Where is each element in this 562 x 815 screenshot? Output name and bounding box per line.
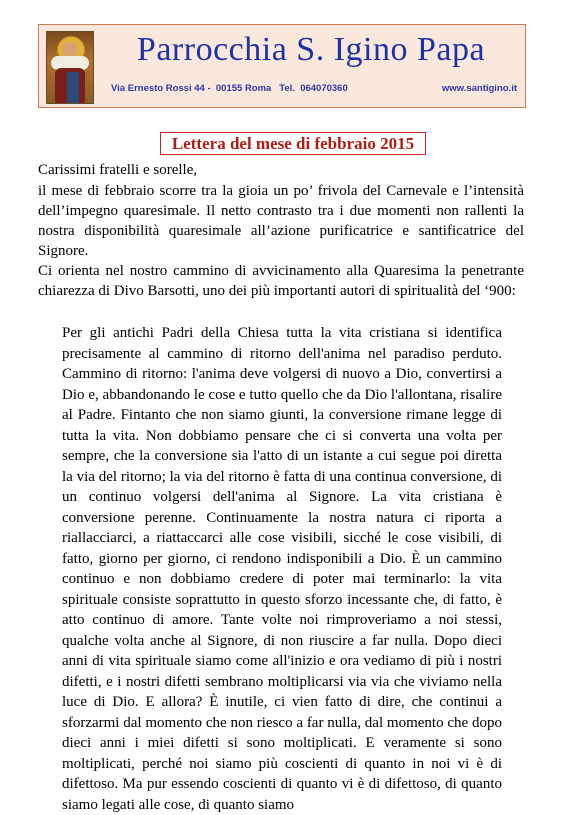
greeting: Carissimi fratelli e sorelle,	[38, 162, 198, 178]
letter-title: Lettera del mese di febbraio 2015	[160, 132, 426, 155]
paragraph-1: il mese di febbraio scorre tra la gioia un po’ frivola del Carnevale e l’intensità dell’impegno quaresimale. Il netto contrasto tra i due momenti non rallenti la nostra disponibilità quaresimale all’azione purificatrice e santificatrice del Signore.	[38, 183, 524, 259]
saint-icon	[46, 31, 94, 104]
barsotti-quote: Per gli antichi Padri della Chiesa tutta la vita cristiana si identifica precisamente al cammino di ritorno dell'anima nel paradiso perduto. Cammino di ritorno: l'anima deve volgersi di nuovo a Dio, convertirsi a Dio e, abbandonando le cose e tutto quello che da Dio l'allontana, risalire al Padre. Fintanto che non siamo giunti, la conversione rimane legge di tutta la vita. Non dobbiamo pensare che ci si converta una volta per sempre, che la conversione sia l'atto di un istante a cui segue poi diretta la via del ritorno; la via del ritorno è fatta di una continua conversione, di un continuo volgersi dell'anima al Signore. La vita cristiana è conversione perenne. Continuamente la nostra natura ci riporta a riallacciarci, a riattaccarci alle cose visibili, sicché le cose visibili, di fatto, giorno per giorno, ci rendono indisponibili a Dio. È un cammino continuo e non dobbiamo credere di poter mai terminarlo: la vita spirituale consiste soprattutto in questo sforzo incessante che, di fatto, è atto continuo di amore. Tante volte noi rimproveriamo a noi stessi, qualche volta anche al Signore, di non riuscire a far nulla. Dopo dieci anni di vita spirituale siamo come all'inizio e ora vediamo di più i nostri difetti, e i nostri difetti sembrano moltiplicarsi via via che viviamo nella luce di Dio. E allora? È inutile, ci vien fatto di dire, che continui a sforzarmi dal momento che non riesco a far nulla, dal momento che dopo dieci anni i miei difetti si sono moltiplicati. E veramente si sono moltiplicati, perché noi siamo più coscienti di quanto in noi vi è di difettoso. Ma pur essendo coscienti di quanto vi è di difettoso, di quanto siamo legati alle cose, di quanto siamo	[62, 325, 502, 813]
parish-website: www.santigino.it	[441, 83, 517, 94]
paragraph-2: Ci orienta nel nostro cammino di avvicinamento alla Quaresima la penetrante chiarezza di Divo Barsotti, uno dei più importanti autori di spiritualità del ‘900:	[38, 263, 524, 299]
robe-detail-shape	[67, 72, 79, 104]
parish-header	[38, 24, 526, 108]
parish-title: Parrocchia S. Igino Papa	[136, 31, 486, 68]
parish-address: Via Ernesto Rossi 44 - 00155 Roma Tel. 064070360	[111, 83, 348, 94]
